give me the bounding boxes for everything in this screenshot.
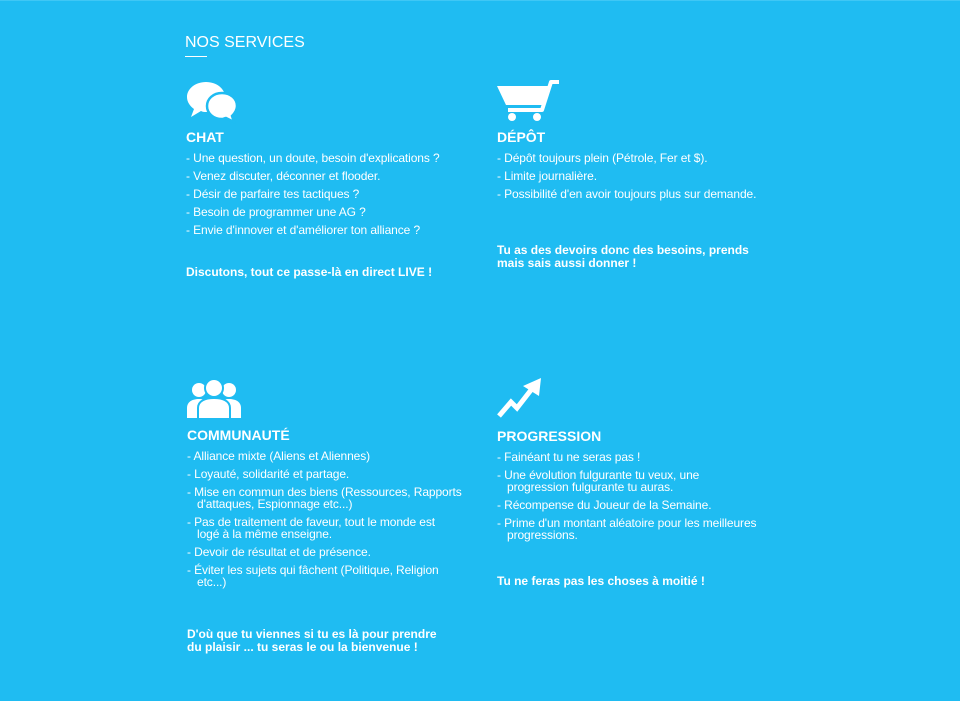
list-item: - Alliance mixte (Aliens et Aliennes) bbox=[187, 450, 462, 462]
service-title: CHAT bbox=[186, 129, 224, 145]
list-item: - Prime d'un montant aléatoire pour les meilleures progressions. bbox=[497, 517, 757, 541]
list-item: - Une question, un doute, besoin d'explications ? bbox=[186, 152, 440, 164]
section-heading: NOS SERVICES bbox=[185, 34, 305, 51]
list-item: - Éviter les sujets qui fâchent (Politique, Religion etc...) bbox=[187, 564, 462, 588]
service-list bbox=[186, 152, 440, 242]
list-item: - Désir de parfaire tes tactiques ? bbox=[186, 188, 440, 200]
list-item: - Dépôt toujours plein (Pétrole, Fer et $). bbox=[497, 152, 762, 164]
service-tagline: Discutons, tout ce passe-là en direct LIVE ! bbox=[186, 265, 433, 279]
list-item: - Loyauté, solidarité et partage. bbox=[187, 468, 462, 480]
list-item: - Envie d'innover et d'améliorer ton alliance ? bbox=[186, 224, 440, 236]
list-item: - Récompense du Joueur de la Semaine. bbox=[497, 499, 757, 511]
list-item: - Limite journalière. bbox=[497, 170, 762, 182]
list-item: - Possibilité d'en avoir toujours plus sur demande. bbox=[497, 188, 762, 200]
list-item: - Mise en commun des biens (Ressources, Rapports d'attaques, Espionnage etc...) bbox=[187, 486, 462, 510]
list-item: - Besoin de programmer une AG ? bbox=[186, 206, 440, 218]
service-title: COMMUNAUTÉ bbox=[187, 427, 290, 443]
list-item: - Devoir de résultat et de présence. bbox=[187, 546, 462, 558]
list-item: - Venez discuter, déconner et flooder. bbox=[186, 170, 440, 182]
trend-up-arrow-icon bbox=[497, 378, 543, 425]
service-tagline: D'où que tu viennes si tu es là pour prendre du plaisir ... tu seras le ou la bienvenue ! bbox=[187, 627, 437, 654]
heading-underline bbox=[185, 56, 207, 57]
service-title: PROGRESSION bbox=[497, 428, 602, 444]
list-item: - Pas de traitement de faveur, tout le monde est logé à la même enseigne. bbox=[187, 516, 437, 540]
chat-bubbles-icon bbox=[186, 80, 238, 129]
service-tagline: Tu ne feras pas les choses à moitié ! bbox=[497, 574, 705, 588]
list-item: - Fainéant tu ne seras pas ! bbox=[497, 451, 757, 463]
service-list bbox=[497, 152, 762, 206]
service-title: DÉPÔT bbox=[497, 129, 546, 145]
service-list bbox=[187, 450, 462, 594]
top-divider bbox=[0, 0, 960, 1]
shopping-cart-icon bbox=[497, 80, 561, 127]
list-item: - Une évolution fulgurante tu veux, une progression fulgurante tu auras. bbox=[497, 469, 757, 493]
users-group-icon bbox=[187, 378, 243, 425]
service-tagline: Tu as des devoirs donc des besoins, prends mais sais aussi donner ! bbox=[497, 243, 749, 270]
service-list bbox=[497, 451, 757, 547]
